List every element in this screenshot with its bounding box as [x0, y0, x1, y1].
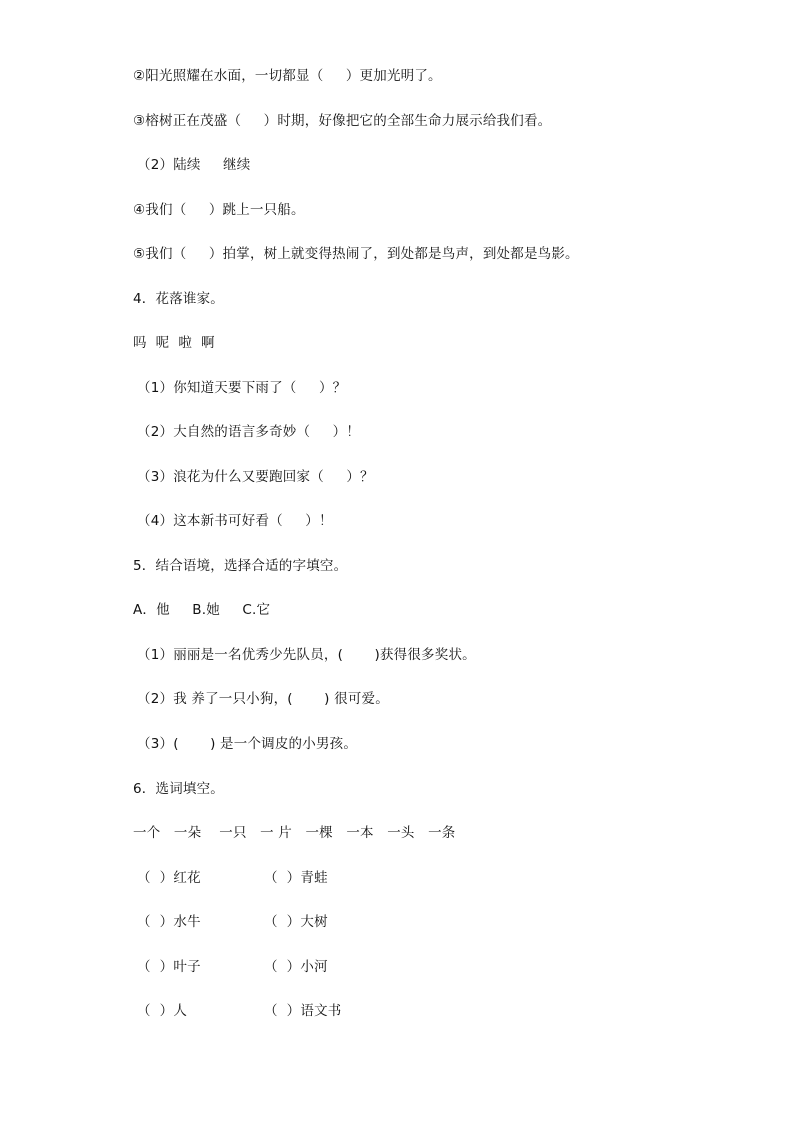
question-5-heading: 5．结合语境，选择合适的字填空。 — [133, 558, 348, 574]
question-3-1-item-2: ②阳光照耀在水面，一切都显（ ）更加光明了。 — [133, 68, 442, 84]
question-5-item-1: （1）丽丽是一名优秀少先队员，( )获得很多奖状。 — [137, 647, 476, 663]
question-4-item-2: （2）大自然的语言多奇妙（ ）！ — [137, 424, 361, 440]
question-6-item-right: （ ）大树 — [264, 914, 328, 930]
question-4-item-3: （3）浪花为什么又要跑回家（ ）？ — [137, 469, 374, 485]
question-6-item-left: （ ）人 — [137, 1003, 188, 1019]
question-5-options: A．他 B.她 C.它 — [133, 602, 271, 618]
question-5-item-2: （2）我 养了一只小狗，( ) 很可爱。 — [137, 691, 389, 707]
question-6-item-right: （ ）小河 — [264, 959, 328, 975]
question-6-item-left: （ ）水牛 — [137, 914, 201, 930]
question-6-heading: 6．选词填空。 — [133, 781, 224, 797]
question-6-item-right: （ ）青蛙 — [264, 870, 328, 886]
question-3-1-item-3: ③榕树正在茂盛（ ）时期，好像把它的全部生命力展示给我们看。 — [133, 113, 552, 129]
question-6-item-left: （ ）叶子 — [137, 959, 201, 975]
question-4-item-1: （1）你知道天要下雨了（ ）？ — [137, 380, 347, 396]
question-6-item-right: （ ）语文书 — [264, 1003, 342, 1019]
question-6-item-left: （ ）红花 — [137, 870, 201, 886]
question-6-word-bank: 一个 一朵 一只 一 片 一棵 一本 一头 一条 — [133, 825, 456, 841]
question-4-item-4: （4）这本新书可好看（ ）！ — [137, 513, 333, 529]
question-3-2-item-4: ④我们（ ）跳上一只船。 — [133, 202, 305, 218]
question-4-word-bank: 吗 呢 啦 啊 — [133, 335, 215, 351]
question-4-heading: 4．花落谁家。 — [133, 291, 224, 307]
question-3-2-word-pair: （2）陆续 继续 — [137, 157, 251, 173]
question-5-item-3: （3）( ) 是一个调皮的小男孩。 — [137, 736, 358, 752]
question-3-2-item-5: ⑤我们（ ）拍掌，树上就变得热闹了，到处都是鸟声，到处都是鸟影。 — [133, 246, 579, 262]
